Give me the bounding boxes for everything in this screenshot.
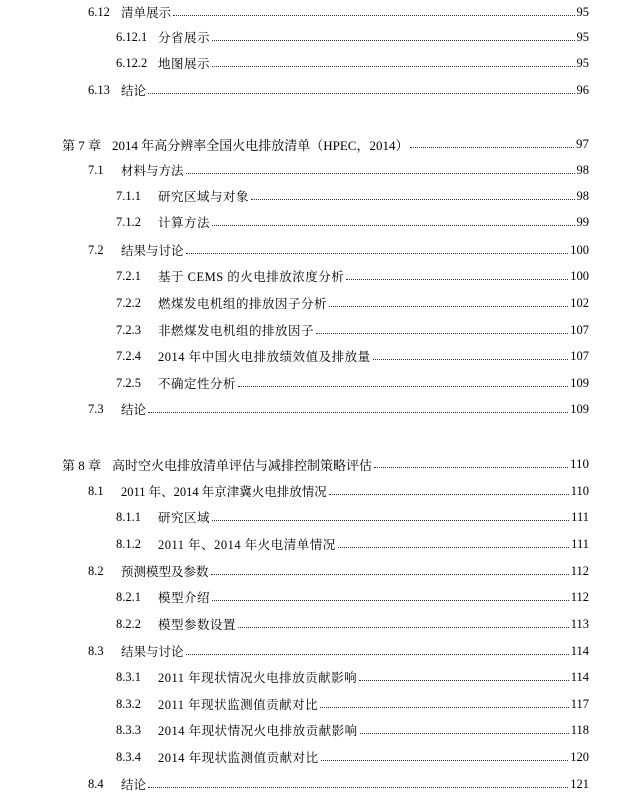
toc-entry[interactable] xyxy=(0,694,633,714)
toc-entry[interactable] xyxy=(0,373,633,393)
toc-entry-title: 2014 年中国火电排放绩效值及排放量 xyxy=(158,350,371,364)
toc-entry[interactable] xyxy=(0,320,633,340)
toc-entry-title: 2014 年高分辨率全国火电排放清单（HPEC，2014） xyxy=(112,137,409,153)
toc-entry[interactable] xyxy=(0,212,633,232)
toc-entry-number: 6.12.2 xyxy=(116,55,148,70)
toc-entry-number: 6.12.1 xyxy=(116,29,148,44)
dot-leader xyxy=(346,279,568,280)
dot-leader xyxy=(360,733,569,734)
toc-entry-page: 110 xyxy=(570,483,589,498)
toc-entry[interactable] xyxy=(0,160,633,180)
toc-entry-page: 98 xyxy=(576,188,589,203)
toc-entry-page: 100 xyxy=(570,268,589,283)
dot-leader xyxy=(173,15,574,16)
dot-leader xyxy=(212,66,574,67)
toc-entry-number: 8.3.1 xyxy=(116,669,141,684)
toc-entry-number: 6.13 xyxy=(88,82,110,97)
toc-entry-page: 121 xyxy=(570,776,589,791)
toc-entry-title: 预测模型及参数 xyxy=(121,565,209,579)
dot-leader xyxy=(320,707,569,708)
toc-entry-number: 6.12 xyxy=(88,4,110,19)
toc-entry-title: 2011 年现状情况火电排放贡献影响 xyxy=(158,671,358,685)
toc-entry-number: 8.3 xyxy=(88,643,104,658)
toc-entry-page: 114 xyxy=(570,669,589,684)
toc-entry-page: 95 xyxy=(576,55,589,70)
toc-entry-title: 模型介绍 xyxy=(158,591,211,605)
toc-entry[interactable] xyxy=(0,641,633,661)
toc-entry[interactable] xyxy=(0,481,633,501)
toc-entry-page: 110 xyxy=(569,456,589,471)
toc-entry-title: 非燃煤发电机组的排放因子 xyxy=(158,324,315,338)
toc-entry[interactable] xyxy=(0,720,633,740)
toc-entry-title: 2011 年现状监测值贡献对比 xyxy=(158,698,319,712)
toc-entry[interactable] xyxy=(0,454,633,474)
dot-leader xyxy=(186,173,575,174)
toc-entry-title: 高时空火电排放清单评估与减排控制策略评估 xyxy=(112,457,373,473)
toc-entry-title: 结论 xyxy=(121,84,147,98)
dot-leader xyxy=(251,199,574,200)
toc-entry-title: 研究区域与对象 xyxy=(158,190,250,204)
toc-entry-title: 结论 xyxy=(121,778,147,792)
toc-entry-page: 109 xyxy=(570,375,589,390)
toc-entry-number: 7.1.1 xyxy=(116,188,141,203)
toc-entry-page: 107 xyxy=(570,348,589,363)
dot-leader xyxy=(212,600,569,601)
toc-entry-page: 113 xyxy=(570,616,589,631)
toc-entry-page: 107 xyxy=(570,322,589,337)
toc-entry[interactable] xyxy=(0,53,633,73)
toc-entry-number: 8.1 xyxy=(88,483,104,498)
dot-leader xyxy=(186,654,569,655)
toc-entry-page: 102 xyxy=(570,295,589,310)
dot-leader xyxy=(148,787,568,788)
toc-entry-number: 7.2.4 xyxy=(116,348,141,363)
toc-entry-title: 2014 年现状情况火电排放贡献影响 xyxy=(158,724,358,738)
toc-entry-title: 清单展示 xyxy=(121,6,172,20)
toc-entry-page: 95 xyxy=(576,29,589,44)
dot-leader xyxy=(238,386,568,387)
toc-entry-number: 8.4 xyxy=(88,776,104,791)
toc-entry-page: 114 xyxy=(570,643,589,658)
toc-entry-page: 118 xyxy=(570,722,589,737)
toc-entry[interactable] xyxy=(0,614,633,634)
toc-entry[interactable] xyxy=(0,534,633,554)
toc-entry-number: 8.1.2 xyxy=(116,536,141,551)
toc-entry[interactable] xyxy=(0,27,633,47)
toc-entry-page: 111 xyxy=(571,509,589,524)
toc-entry-page: 117 xyxy=(570,696,589,711)
toc-entry[interactable] xyxy=(0,240,633,260)
toc-entry[interactable] xyxy=(0,2,633,22)
toc-entry-title: 2011 年、2014 年火电清单情况 xyxy=(158,538,336,552)
dot-leader xyxy=(148,412,568,413)
toc-entry-title: 地图展示 xyxy=(158,57,211,71)
dot-leader xyxy=(148,93,574,94)
toc-entry-number: 8.2.1 xyxy=(116,589,141,604)
toc-entry-page: 100 xyxy=(570,242,589,257)
toc-entry[interactable] xyxy=(0,293,633,313)
toc-entry-title: 计算方法 xyxy=(158,216,211,230)
toc-entry-number: 7.1 xyxy=(88,162,104,177)
toc-entry-number: 8.1.1 xyxy=(116,509,141,524)
dot-leader xyxy=(321,760,569,761)
toc-entry-page: 99 xyxy=(576,214,589,229)
toc-entry-number: 8.3.2 xyxy=(116,696,141,711)
toc-entry-title: 不确定性分析 xyxy=(158,377,237,391)
toc-entry-title: 结果与讨论 xyxy=(121,244,184,258)
toc-entry[interactable] xyxy=(0,134,633,154)
toc-entry[interactable] xyxy=(0,507,633,527)
toc-entry[interactable] xyxy=(0,266,633,286)
toc-entry-title: 结论 xyxy=(121,403,147,417)
dot-leader xyxy=(212,225,574,226)
toc-entry-number: 7.2.5 xyxy=(116,375,141,390)
dot-leader xyxy=(373,359,569,360)
toc-entry-title: 结果与讨论 xyxy=(121,645,184,659)
toc-entry-page: 96 xyxy=(576,82,589,97)
toc-entry-number: 7.2.3 xyxy=(116,322,141,337)
toc-entry[interactable] xyxy=(0,587,633,607)
toc-entry-title: 燃煤发电机组的排放因子分析 xyxy=(158,297,328,311)
toc-entry-page: 120 xyxy=(570,749,589,764)
toc-entry[interactable] xyxy=(0,774,633,794)
toc-entry-number: 8.2.2 xyxy=(116,616,141,631)
toc-entry-title: 研究区域 xyxy=(158,511,211,525)
toc-entry-title: 模型参数设置 xyxy=(158,618,237,632)
dot-leader xyxy=(374,467,568,468)
dot-leader xyxy=(211,574,569,575)
toc-entry-number: 7.1.2 xyxy=(116,214,141,229)
toc-entry-number: 8.3.4 xyxy=(116,749,141,764)
toc-entry[interactable] xyxy=(0,80,633,100)
toc-entry-title: 2011 年、2014 年京津冀火电排放情况 xyxy=(121,485,327,499)
toc-entry-number: 第 7 章 xyxy=(62,137,102,153)
toc-entry-number: 8.2 xyxy=(88,563,104,578)
toc-entry-number: 7.2 xyxy=(88,242,104,257)
toc-entry-page: 97 xyxy=(576,136,589,151)
toc-entry-page: 98 xyxy=(576,162,589,177)
toc-entry[interactable] xyxy=(0,561,633,581)
toc-entry[interactable] xyxy=(0,667,633,687)
toc-entry[interactable] xyxy=(0,399,633,419)
dot-leader xyxy=(359,680,569,681)
toc-entry[interactable] xyxy=(0,346,633,366)
dot-leader xyxy=(212,40,574,41)
dot-leader xyxy=(212,520,569,521)
toc-entry-title: 基于 CEMS 的火电排放浓度分析 xyxy=(158,270,345,284)
dot-leader xyxy=(238,627,569,628)
toc-entry-page: 112 xyxy=(570,563,589,578)
toc-entry[interactable] xyxy=(0,186,633,206)
dot-leader xyxy=(186,253,569,254)
dot-leader xyxy=(329,494,569,495)
toc-entry-page: 111 xyxy=(571,536,589,551)
toc-entry-number: 7.3 xyxy=(88,401,104,416)
toc-entry-title: 2014 年现状监测值贡献对比 xyxy=(158,751,319,765)
toc-entry-page: 112 xyxy=(570,589,589,604)
toc-entry-title: 分省展示 xyxy=(158,31,211,45)
dot-leader xyxy=(338,547,569,548)
toc-entry[interactable] xyxy=(0,747,633,767)
dot-leader xyxy=(329,306,568,307)
dot-leader xyxy=(410,147,574,148)
toc-entry-number: 7.2.1 xyxy=(116,268,141,283)
toc-entry-number: 8.3.3 xyxy=(116,722,141,737)
dot-leader xyxy=(316,333,568,334)
toc-entry-title: 材料与方法 xyxy=(121,164,184,178)
toc-entry-number: 7.2.2 xyxy=(116,295,141,310)
toc-entry-page: 109 xyxy=(570,401,589,416)
toc-entry-number: 第 8 章 xyxy=(62,457,102,473)
toc-entry-page: 95 xyxy=(576,4,589,19)
